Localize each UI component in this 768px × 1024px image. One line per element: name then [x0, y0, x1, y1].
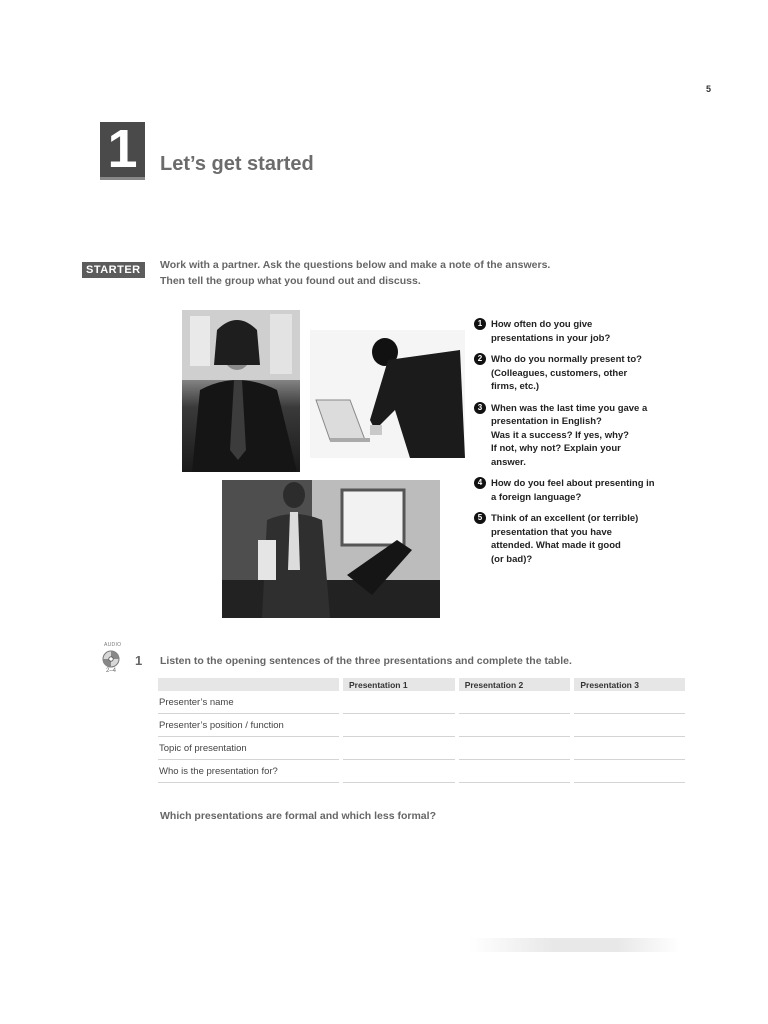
- question-text-line: Who do you normally present to?: [491, 354, 642, 365]
- question-text-line: attended. What made it good: [491, 540, 621, 551]
- exercise-instruction: Listen to the opening sentences of the three presentations and complete the table.: [160, 655, 572, 667]
- question-item: [474, 353, 679, 394]
- question-item: [474, 318, 679, 345]
- question-number-badge: 1: [474, 318, 486, 330]
- answer-cell[interactable]: [457, 760, 573, 783]
- question-number-badge: 5: [474, 512, 486, 524]
- photo-man-at-laptop: [310, 330, 465, 458]
- presentations-table: [158, 678, 685, 783]
- row-label-presenter-name: Presenter’s name: [158, 691, 341, 714]
- question-text-line: a foreign language?: [491, 491, 582, 503]
- answer-cell[interactable]: [572, 691, 685, 714]
- question-text-line: presentations in your job?: [491, 332, 611, 344]
- question-text-line: When was the last time you gave a: [491, 402, 648, 414]
- answer-cell[interactable]: [457, 714, 573, 737]
- table-row: [158, 714, 685, 737]
- question-item: [474, 477, 679, 504]
- starter-line-2: Then tell the group what you found out and discuss.: [160, 275, 421, 287]
- answer-cell[interactable]: [572, 737, 685, 760]
- table-header-presentation-2: Presentation 2: [457, 678, 573, 691]
- starter-instructions: [160, 257, 550, 289]
- exercise-number: 1: [135, 653, 143, 668]
- follow-up-question: Which presentations are formal and which less formal?: [160, 810, 436, 822]
- answer-cell[interactable]: [341, 760, 457, 783]
- row-label-presenter-position: Presenter’s position / function: [158, 714, 341, 737]
- table-row: [158, 691, 685, 714]
- question-number-badge: 2: [474, 353, 486, 365]
- audio-tracks: 2–4: [106, 668, 117, 674]
- question-text-line: presentation that you have: [491, 526, 612, 538]
- question-text-line: (Colleagues, customers, other: [491, 367, 628, 379]
- table-row: [158, 760, 685, 783]
- row-label-audience: Who is the presentation for?: [158, 760, 341, 783]
- starter-badge: STARTER: [82, 262, 145, 278]
- audio-label: AUDIO: [104, 642, 122, 648]
- question-text-line: How do you feel about presenting in: [491, 478, 655, 489]
- question-number-badge: 3: [474, 402, 486, 414]
- answer-cell[interactable]: [572, 714, 685, 737]
- question-text-line: answer.: [491, 456, 526, 468]
- question-text-line: Was it a success? If yes, why?: [491, 429, 629, 441]
- question-text-line: firms, etc.): [491, 381, 540, 392]
- table-header-blank: [158, 678, 341, 691]
- unit-title: Let’s get started: [160, 153, 314, 175]
- table-header-presentation-3: Presentation 3: [572, 678, 685, 691]
- table-header-row: [158, 678, 685, 691]
- page-number: 5: [706, 84, 712, 94]
- question-text-line: Think of an excellent (or terrible): [491, 513, 639, 524]
- discussion-questions: [474, 318, 679, 574]
- question-text-line: presentation in English?: [491, 416, 602, 427]
- photo-man-in-office: [222, 480, 440, 618]
- question-item: [474, 512, 679, 566]
- table-header-presentation-1: Presentation 1: [341, 678, 457, 691]
- answer-cell[interactable]: [341, 691, 457, 714]
- row-label-topic: Topic of presentation: [158, 737, 341, 760]
- answer-cell[interactable]: [341, 737, 457, 760]
- question-text-line: How often do you give: [491, 319, 593, 330]
- question-item: [474, 402, 679, 470]
- photo-man-adjusting-tie: [182, 310, 300, 472]
- table-row: [158, 737, 685, 760]
- starter-line-1: Work with a partner. Ask the questions below and make a note of the answers.: [160, 259, 551, 271]
- cd-icon: [102, 650, 120, 668]
- answer-cell[interactable]: [341, 714, 457, 737]
- question-text-line: If not, why not? Explain your: [491, 443, 621, 454]
- answer-cell[interactable]: [572, 760, 685, 783]
- page-bottom-shadow: [470, 938, 680, 952]
- answer-cell[interactable]: [457, 691, 573, 714]
- unit-number: 1: [100, 122, 145, 180]
- question-text-line: (or bad)?: [491, 553, 533, 565]
- answer-cell[interactable]: [457, 737, 573, 760]
- question-number-badge: 4: [474, 477, 486, 489]
